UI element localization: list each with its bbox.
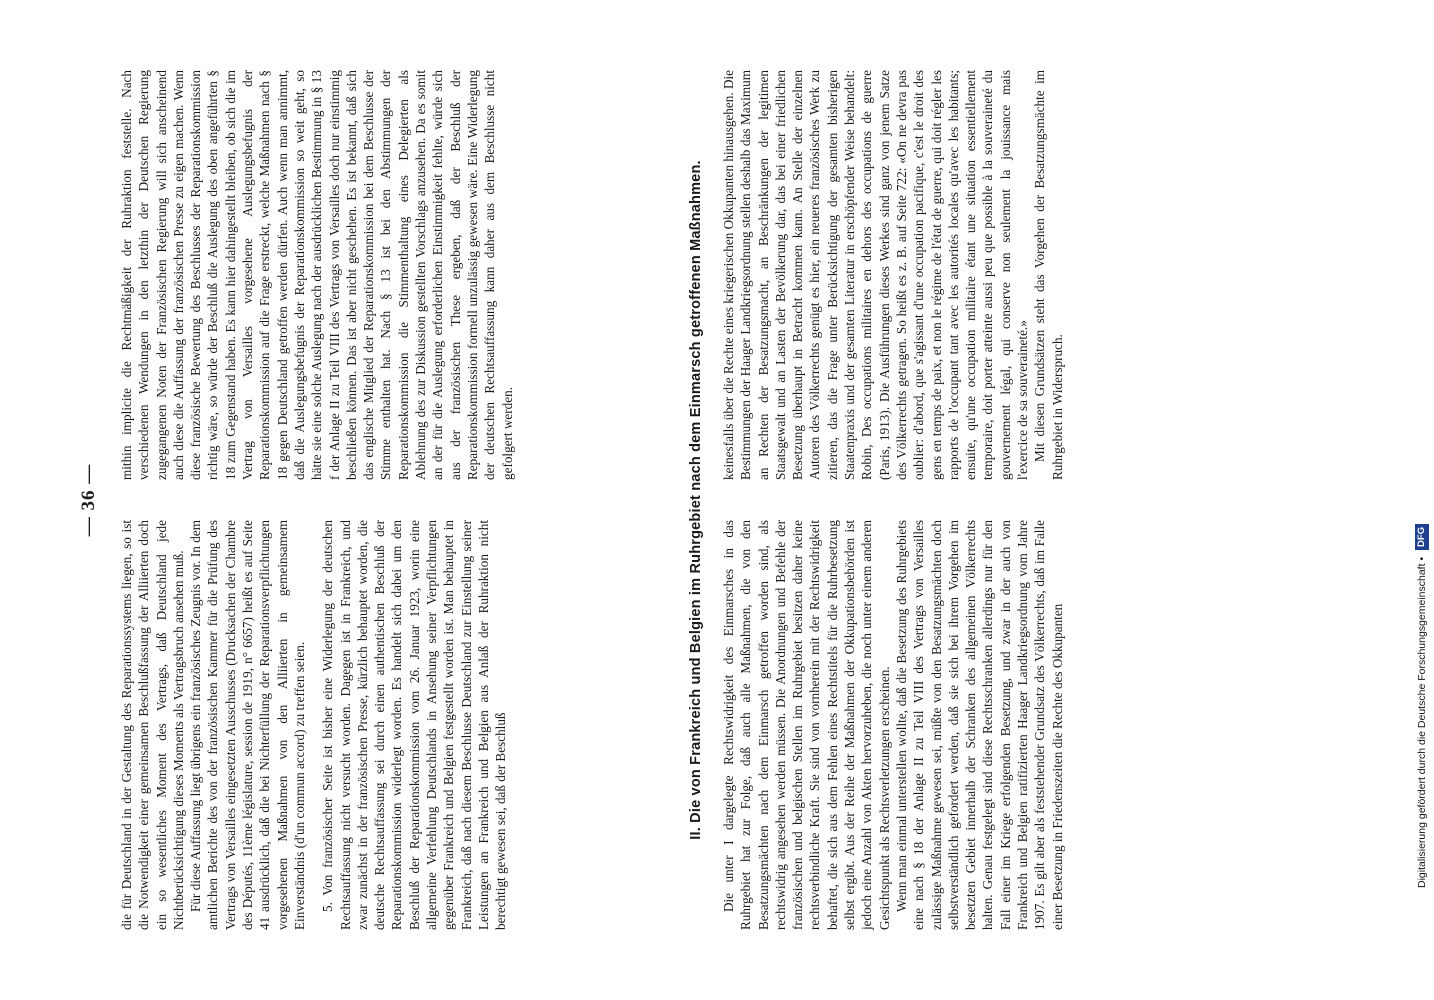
digitization-note — [1412, 8, 1432, 888]
section-heading: II. Die von Frankreich und Belgien im Ruhrgebiet nach dem Einmarsch getroffenen Maßnahmen. — [688, 160, 704, 840]
rotated-page-content — [70, 70, 1370, 930]
column-right-top — [118, 70, 516, 480]
column-left-top — [118, 520, 510, 930]
dfg-logo: DFG — [1415, 524, 1429, 550]
page-number: — 36 — — [78, 463, 99, 537]
column-left-bottom — [720, 520, 1066, 930]
paragraph: keinesfalls über die Rechte eines kriegerischen Okkupanten hinausgehen. Die Bestimmungen der Haager Landkriegsordnung stellen deshalb das Maximum an Rechten der Besatzungsmacht, an Beschränkungen der legitimen Staatsgewalt und an Lasten der Bevölkerung dar, das bei einer friedlichen Besetzung überhaupt in Betracht kommen kann. An Stelle der einzelnen Autoren des Völkerrechts genügt es hier, ein neueres französisches Werk zu zitieren, das die Frage unter Berücksichtigung der gesamten bisherigen Staatenpraxis und der gesamten Literatur in erschöpfender Weise behandelt: Robin, Des occupations militaires en dehors des occupations de guerre (Paris, 1913). Die Ausführungen dieses Werkes sind ganz von jenem Satze des Völkerrechts getragen. So heißt es z. B. auf Seite 722: «On ne devra pas oublier: d'abord, que s'agissant d'une occupation pacifique, c'est le droit des gens en temps de paix, et non le régime de l'état de guerre, qui doit régler les rapports de l'occupant tant avec les autorités locales qu'avec les habitants; ensuite, qu'une occupation militaire étant une situation essentiellement temporaire, doit porter atteinte aussi peu que possible à la souveraineté du gouvernement légal, qui conserve non seulement la jouissance mais l'exercice de sa souveraineté.» — [721, 70, 1031, 480]
paragraph: Für diese Auffassung liegt übrigens ein französisches Zeugnis vor. In dem amtlichen Berichte des von der französischen Kammer für die Prüfung des Vertrags von Versailles eingesetzten Ausschusses (Drucksachen der Chambre des Députés, 11ème législature, session de 1919, n° 6657) heißt es auf Seite 41 ausdrücklich, daß die bei Nichterfüllung der Reparationsverpflichtungen vorgesehenen Maßnahmen von den Alliierten in gemeinsamem Einverständnis (d'un commun accord) zu treffen seien. — [188, 520, 307, 930]
paragraph: Die unter I dargelegte Rechtswidrigkeit des Einmarsches in das Ruhrgebiet hat zur Folge, daß auch alle Maßnahmen, die von den Besatzungsmächten nach dem Einmarsch getroffen worden sind, als rechtswidrig angesehen werden müssen. Die Anordnungen und Befehle der französischen und belgischen Stellen im Ruhrgebiet besitzen daher keine rechtsverbindliche Kraft. Sie sind von vornherein mit der Rechtswidrigkeit behaftet, die sich aus dem Fehlen eines Rechtstitels für die Ruhrbesetzung selbst ergibt. Aus der Reihe der Maßnahmen der Okkupationsbehörden ist jedoch eine Anzahl von Akten hervorzuheben, die noch unter einem anderen Gesichtspunkt als Rechtsverletzungen erscheinen. — [721, 520, 892, 930]
paragraph: Mit diesen Grundsätzen steht das Vorgehen der Besatzungsmächte im Ruhrgebiet in Widerspruch. — [1032, 70, 1065, 480]
paragraph: Wenn man einmal unterstellen wollte, daß die Besetzung des Ruhrgebiets eine nach § 18 der Anlage II zu Teil VIII des Vertrags von Versailles zulässige Maßnahme gewesen sei, müßte von den Besatzungsmächten doch selbstverständlich gefordert werden, daß sie sich bei ihrem Vorgehen im besetzten Gebiet innerhalb der Schranken des allgemeinen Völkerrechts halten. Genau festgelegt sind diese Rechtsschranken allerdings nur für den Fall einer im Kriege erfolgenden Besetzung, und zwar in der auch von Frankreich und Belgien ratifizierten Haager Landkriegsordnung vom Jahre 1907. Es gilt aber als feststehender Grundsatz des Völkerrechts, daß im Falle einer Besetzung in Friedenszeiten die Rechte des Okkupanten — [893, 520, 1065, 930]
paragraph: die für Deutschland in der Gestaltung des Reparationssystems liegen, so ist die Notwendigkeit einer gemeinsamen Beschlußfassung der Alliierten doch ein so wesentliches Moment des Vertrags, daß Deutschland jede Nichtberücksichtigung dieses Moments als Vertragsbruch ansehen muß. — [119, 520, 186, 930]
digitization-note-label: Digitalisierung gefördert durch die Deutsche Forschungsgemeinschaft • — [1416, 556, 1428, 888]
digitization-note-text — [1412, 8, 1432, 888]
paragraph: 5. Von französischer Seite ist bisher eine Widerlegung der deutschen Rechtsauffassung nicht versucht worden. Dagegen ist in Frankreich, und zwar zunächst in der französischen Presse, kürzlich behauptet worden, die deutsche Rechtsauffassung sei durch einen authentischen Beschluß der Reparationskommission widerlegt worden. Es handelt sich dabei um den Beschluß der Reparationskommission vom 26. Januar 1923, worin eine allgemeine Verfehlung Deutschlands in Ansehung seiner Verpflichtungen gegenüber Frankreich und Belgien festgestellt worden ist. Man behauptet in Frankreich, daß nach diesem Beschlusse Deutschland zur Einstellung seiner Leistungen an Frankreich und Belgien aus Anlaß der Ruhraktion nicht berechtigt gewesen sei, daß der Beschluß — [320, 520, 509, 930]
paragraph: mithin implicite die Rechtmäßigkeit der Ruhraktion feststelle. Nach verschiedenen Wendungen in den letzthin der Deutschen Regierung zugegangenen Noten der Französischen Regierung will sich anscheinend auch diese die Auffassung der französischen Presse zu eigen machen. Wenn diese französische Bewertung des Beschlusses der Reparationskommission richtig wäre, so würde der Beschluß die Auslegung des oben angeführten § 18 zum Gegenstand haben. Es kann hier dahingestellt bleiben, ob sich die im Vertrag von Versailles vorgesehene Auslegungsbefugnis der Reparationskommission auf die Frage erstreckt, welche Maßnahmen nach § 18 gegen Deutschland getroffen werden dürfen. Auch wenn man annimmt, daß die Auslegungsbefugnis der Reparationskommission so weit geht, so hätte sie eine solche Auslegung nach der ausdrücklichen Bestimmung in § 13 f der Anlage II zu Teil VIII des Vertrags von Versailles doch nur einstimmig beschließen können. Das ist aber nicht geschehen. Es ist bekannt, daß sich das englische Mitglied der Reparationskommission bei dem Beschlusse der Stimme enthalten hat. Nach § 13 ist bei den Abstimmungen der Reparationskommission die Stimmenthaltung eines Delegierten als Ablehnung des zur Diskussion gestellten Vorschlags anzusehen. Da es somit an der für die Auslegung erforderlichen Einstimmigkeit fehlte, würde sich aus der französischen These ergeben, daß der Beschluß der Reparationskommission formell unzulässig gewesen wäre. Eine Widerlegung der deutschen Rechtsauffassung kann daher aus dem Beschlusse nicht gefolgert werden. — [119, 70, 515, 480]
column-right-bottom — [720, 70, 1066, 480]
